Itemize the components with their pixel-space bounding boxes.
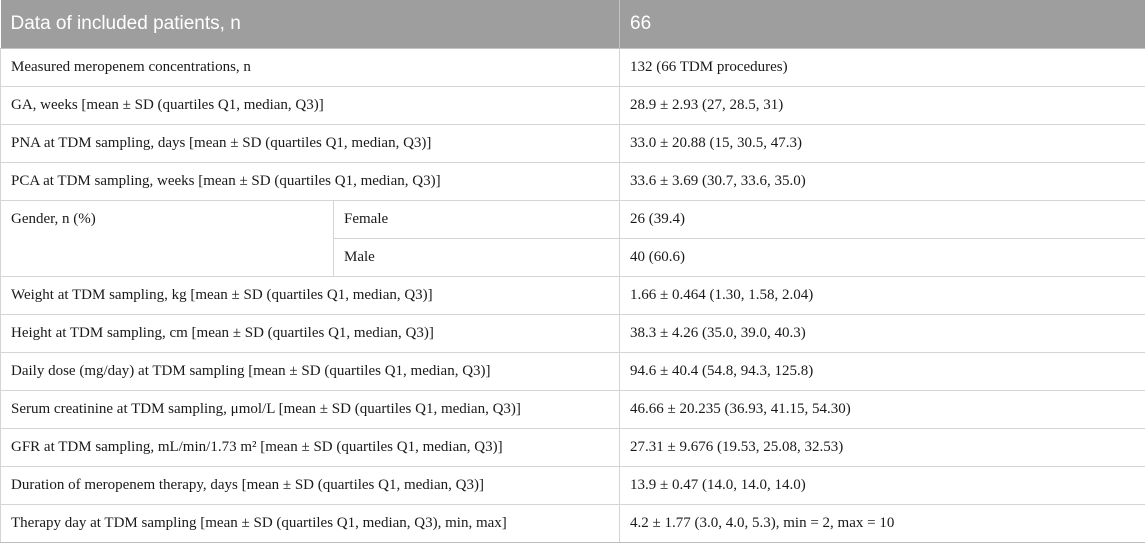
gender-male-label: Male	[334, 239, 620, 277]
table-row	[1, 49, 1145, 87]
table-row	[1, 505, 1145, 543]
gender-female-value: 26 (39.4)	[620, 201, 1145, 239]
gender-label: Gender, n (%)	[1, 201, 334, 277]
row-label: PNA at TDM sampling, days [mean ± SD (quartiles Q1, median, Q3)]	[1, 125, 620, 163]
gender-female-label: Female	[334, 201, 620, 239]
table-row	[1, 315, 1145, 353]
row-value: 4.2 ± 1.77 (3.0, 4.0, 5.3), min = 2, max = 10	[620, 505, 1145, 543]
header-value: 66	[620, 0, 1145, 49]
row-value: 1.66 ± 0.464 (1.30, 1.58, 2.04)	[620, 277, 1145, 315]
table-row	[1, 125, 1145, 163]
table-row	[1, 467, 1145, 505]
row-value: 27.31 ± 9.676 (19.53, 25.08, 32.53)	[620, 429, 1145, 467]
table-row-gender-female	[1, 201, 1145, 239]
table-row	[1, 391, 1145, 429]
gender-male-value: 40 (60.6)	[620, 239, 1145, 277]
row-label: GA, weeks [mean ± SD (quartiles Q1, median, Q3)]	[1, 87, 620, 125]
row-label: Weight at TDM sampling, kg [mean ± SD (quartiles Q1, median, Q3)]	[1, 277, 620, 315]
row-value: 38.3 ± 4.26 (35.0, 39.0, 40.3)	[620, 315, 1145, 353]
row-value: 33.6 ± 3.69 (30.7, 33.6, 35.0)	[620, 163, 1145, 201]
table-row	[1, 353, 1145, 391]
row-label: Serum creatinine at TDM sampling, μmol/L [mean ± SD (quartiles Q1, median, Q3)]	[1, 391, 620, 429]
row-label: Measured meropenem concentrations, n	[1, 49, 620, 87]
table-row	[1, 87, 1145, 125]
table-row	[1, 429, 1145, 467]
row-label: GFR at TDM sampling, mL/min/1.73 m² [mean ± SD (quartiles Q1, median, Q3)]	[1, 429, 620, 467]
row-label: Daily dose (mg/day) at TDM sampling [mean ± SD (quartiles Q1, median, Q3)]	[1, 353, 620, 391]
row-value: 33.0 ± 20.88 (15, 30.5, 47.3)	[620, 125, 1145, 163]
row-label: PCA at TDM sampling, weeks [mean ± SD (quartiles Q1, median, Q3)]	[1, 163, 620, 201]
table-row	[1, 277, 1145, 315]
row-value: 13.9 ± 0.47 (14.0, 14.0, 14.0)	[620, 467, 1145, 505]
row-value: 132 (66 TDM procedures)	[620, 49, 1145, 87]
row-label: Duration of meropenem therapy, days [mean ± SD (quartiles Q1, median, Q3)]	[1, 467, 620, 505]
header-label: Data of included patients, n	[1, 0, 620, 49]
table-row	[1, 163, 1145, 201]
row-label: Height at TDM sampling, cm [mean ± SD (quartiles Q1, median, Q3)]	[1, 315, 620, 353]
row-label: Therapy day at TDM sampling [mean ± SD (quartiles Q1, median, Q3), min, max]	[1, 505, 620, 543]
row-value: 94.6 ± 40.4 (54.8, 94.3, 125.8)	[620, 353, 1145, 391]
table-header-row	[1, 0, 1145, 49]
row-value: 46.66 ± 20.235 (36.93, 41.15, 54.30)	[620, 391, 1145, 429]
row-value: 28.9 ± 2.93 (27, 28.5, 31)	[620, 87, 1145, 125]
